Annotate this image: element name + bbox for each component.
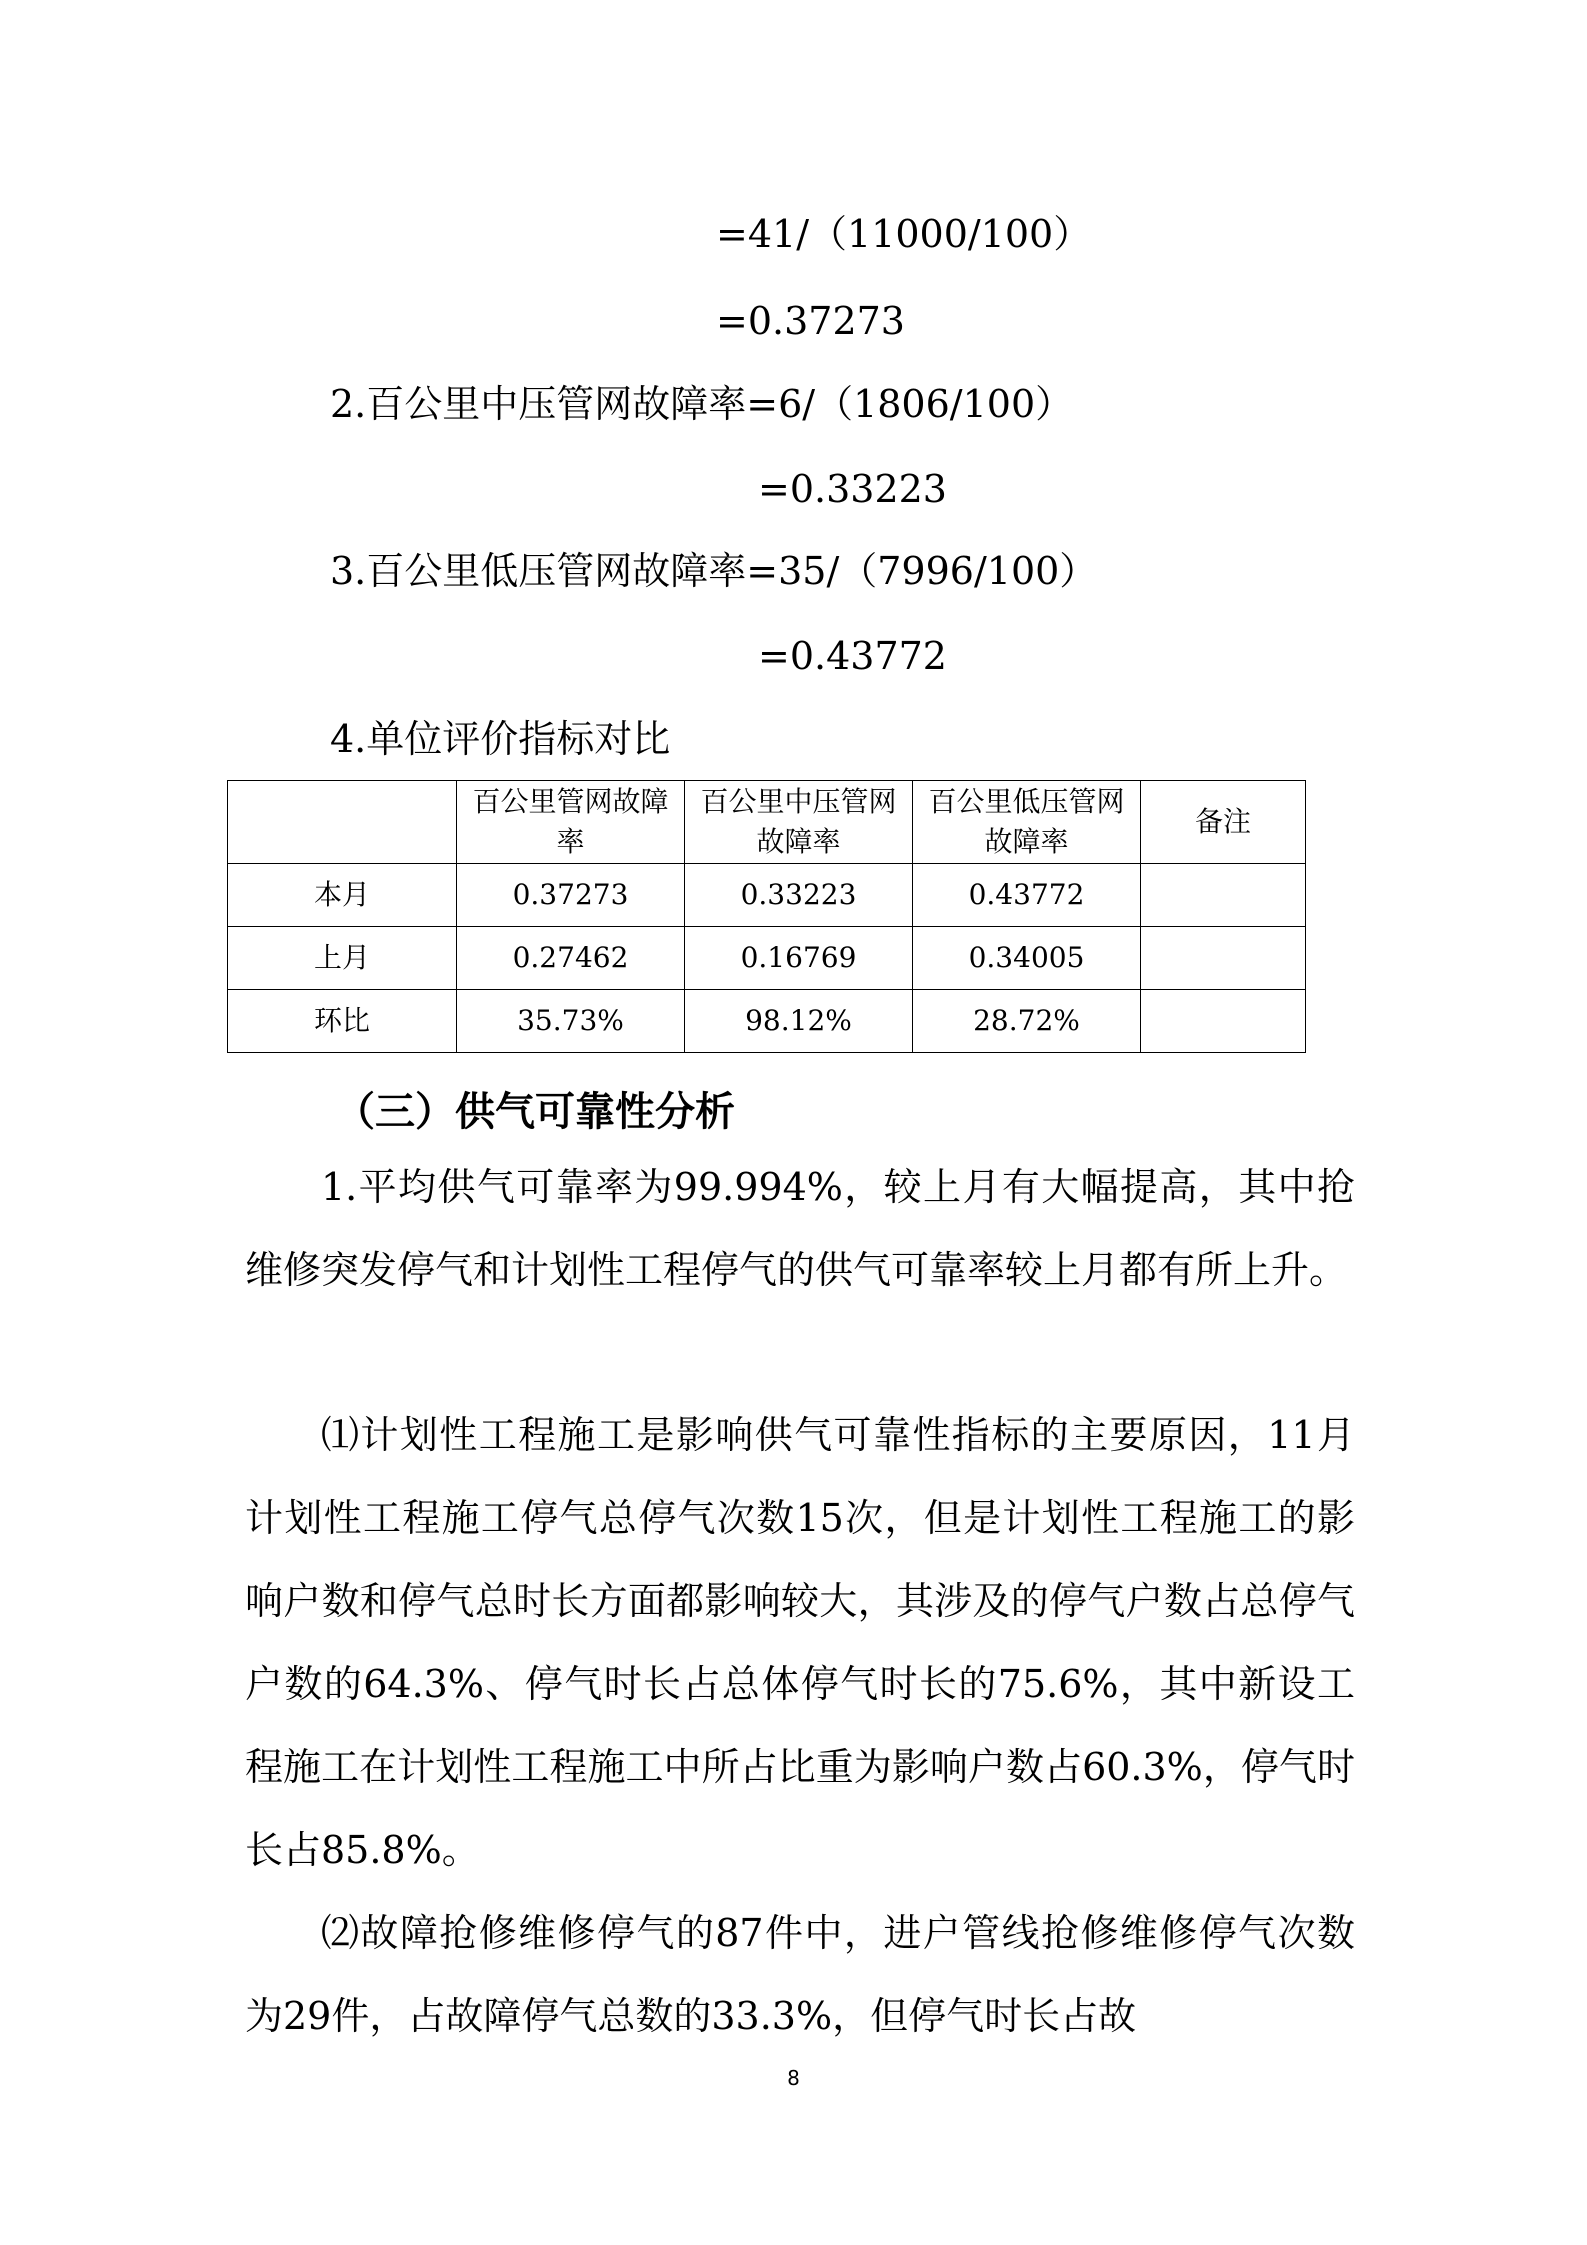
table-header-row (228, 781, 1306, 864)
table-header-cell (228, 781, 457, 864)
table-header-cell: 百公里管网故障率 (457, 781, 685, 864)
row-label: 环比 (228, 990, 457, 1053)
table-header-cell: 备注 (1141, 781, 1306, 864)
table-cell: 0.33223 (685, 864, 913, 927)
row-label: 上月 (228, 927, 457, 990)
calc-line-5: 3.百公里低压管网故障率=35/（7996/100） (330, 549, 1098, 593)
table-cell: 0.16769 (685, 927, 913, 990)
table-cell (1141, 864, 1306, 927)
table-header-cell: 百公里低压管网故障率 (913, 781, 1141, 864)
table-cell: 98.12% (685, 990, 913, 1053)
calc-line-6: =0.43772 (758, 634, 947, 678)
table-cell: 35.73% (457, 990, 685, 1053)
table-row (228, 990, 1306, 1053)
calc-line-4: =0.33223 (758, 467, 947, 511)
page-number: 8 (787, 2066, 800, 2090)
paragraph-2: ⑴计划性工程施工是影响供气可靠性指标的主要原因，11月计划性工程施工停气总停气次数15次，但是计划性工程施工的影响户数和停气总时长方面都影响较大，其涉及的停气户数占总停气户数的64.3%、停气时长占总体停气时长的75.6%，其中新设工程施工在计划性工程施工中所占比重为影响户数占60.3%，停气时长占85.8%。 (245, 1413, 1355, 1872)
calc-line-1: =41/（11000/100） (716, 212, 1092, 256)
section-heading: （三）供气可靠性分析 (335, 1088, 735, 1135)
table-cell: 0.37273 (457, 864, 685, 927)
row-label: 本月 (228, 864, 457, 927)
table-row (228, 864, 1306, 927)
indicator-comparison-table (227, 780, 1306, 1053)
paragraph-3: ⑵故障抢修维修停气的87件中，进户管线抢修维修停气次数为29件，占故障停气总数的33.3%，但停气时长占故 (245, 1911, 1355, 2038)
table-cell: 0.34005 (913, 927, 1141, 990)
table-header-cell: 百公里中压管网故障率 (685, 781, 913, 864)
table-cell (1141, 927, 1306, 990)
table-cell: 0.27462 (457, 927, 685, 990)
calc-line-3: 2.百公里中压管网故障率=6/（1806/100） (330, 382, 1074, 426)
table-row (228, 927, 1306, 990)
table-cell: 28.72% (913, 990, 1141, 1053)
paragraph-1: 1.平均供气可靠率为99.994%，较上月有大幅提高，其中抢维修突发停气和计划性工程停气的供气可靠率较上月都有所上升。 (245, 1165, 1355, 1292)
table-cell: 0.43772 (913, 864, 1141, 927)
calc-line-2: =0.37273 (716, 299, 905, 343)
table-cell (1141, 990, 1306, 1053)
table-caption: 4.单位评价指标对比 (330, 717, 671, 761)
